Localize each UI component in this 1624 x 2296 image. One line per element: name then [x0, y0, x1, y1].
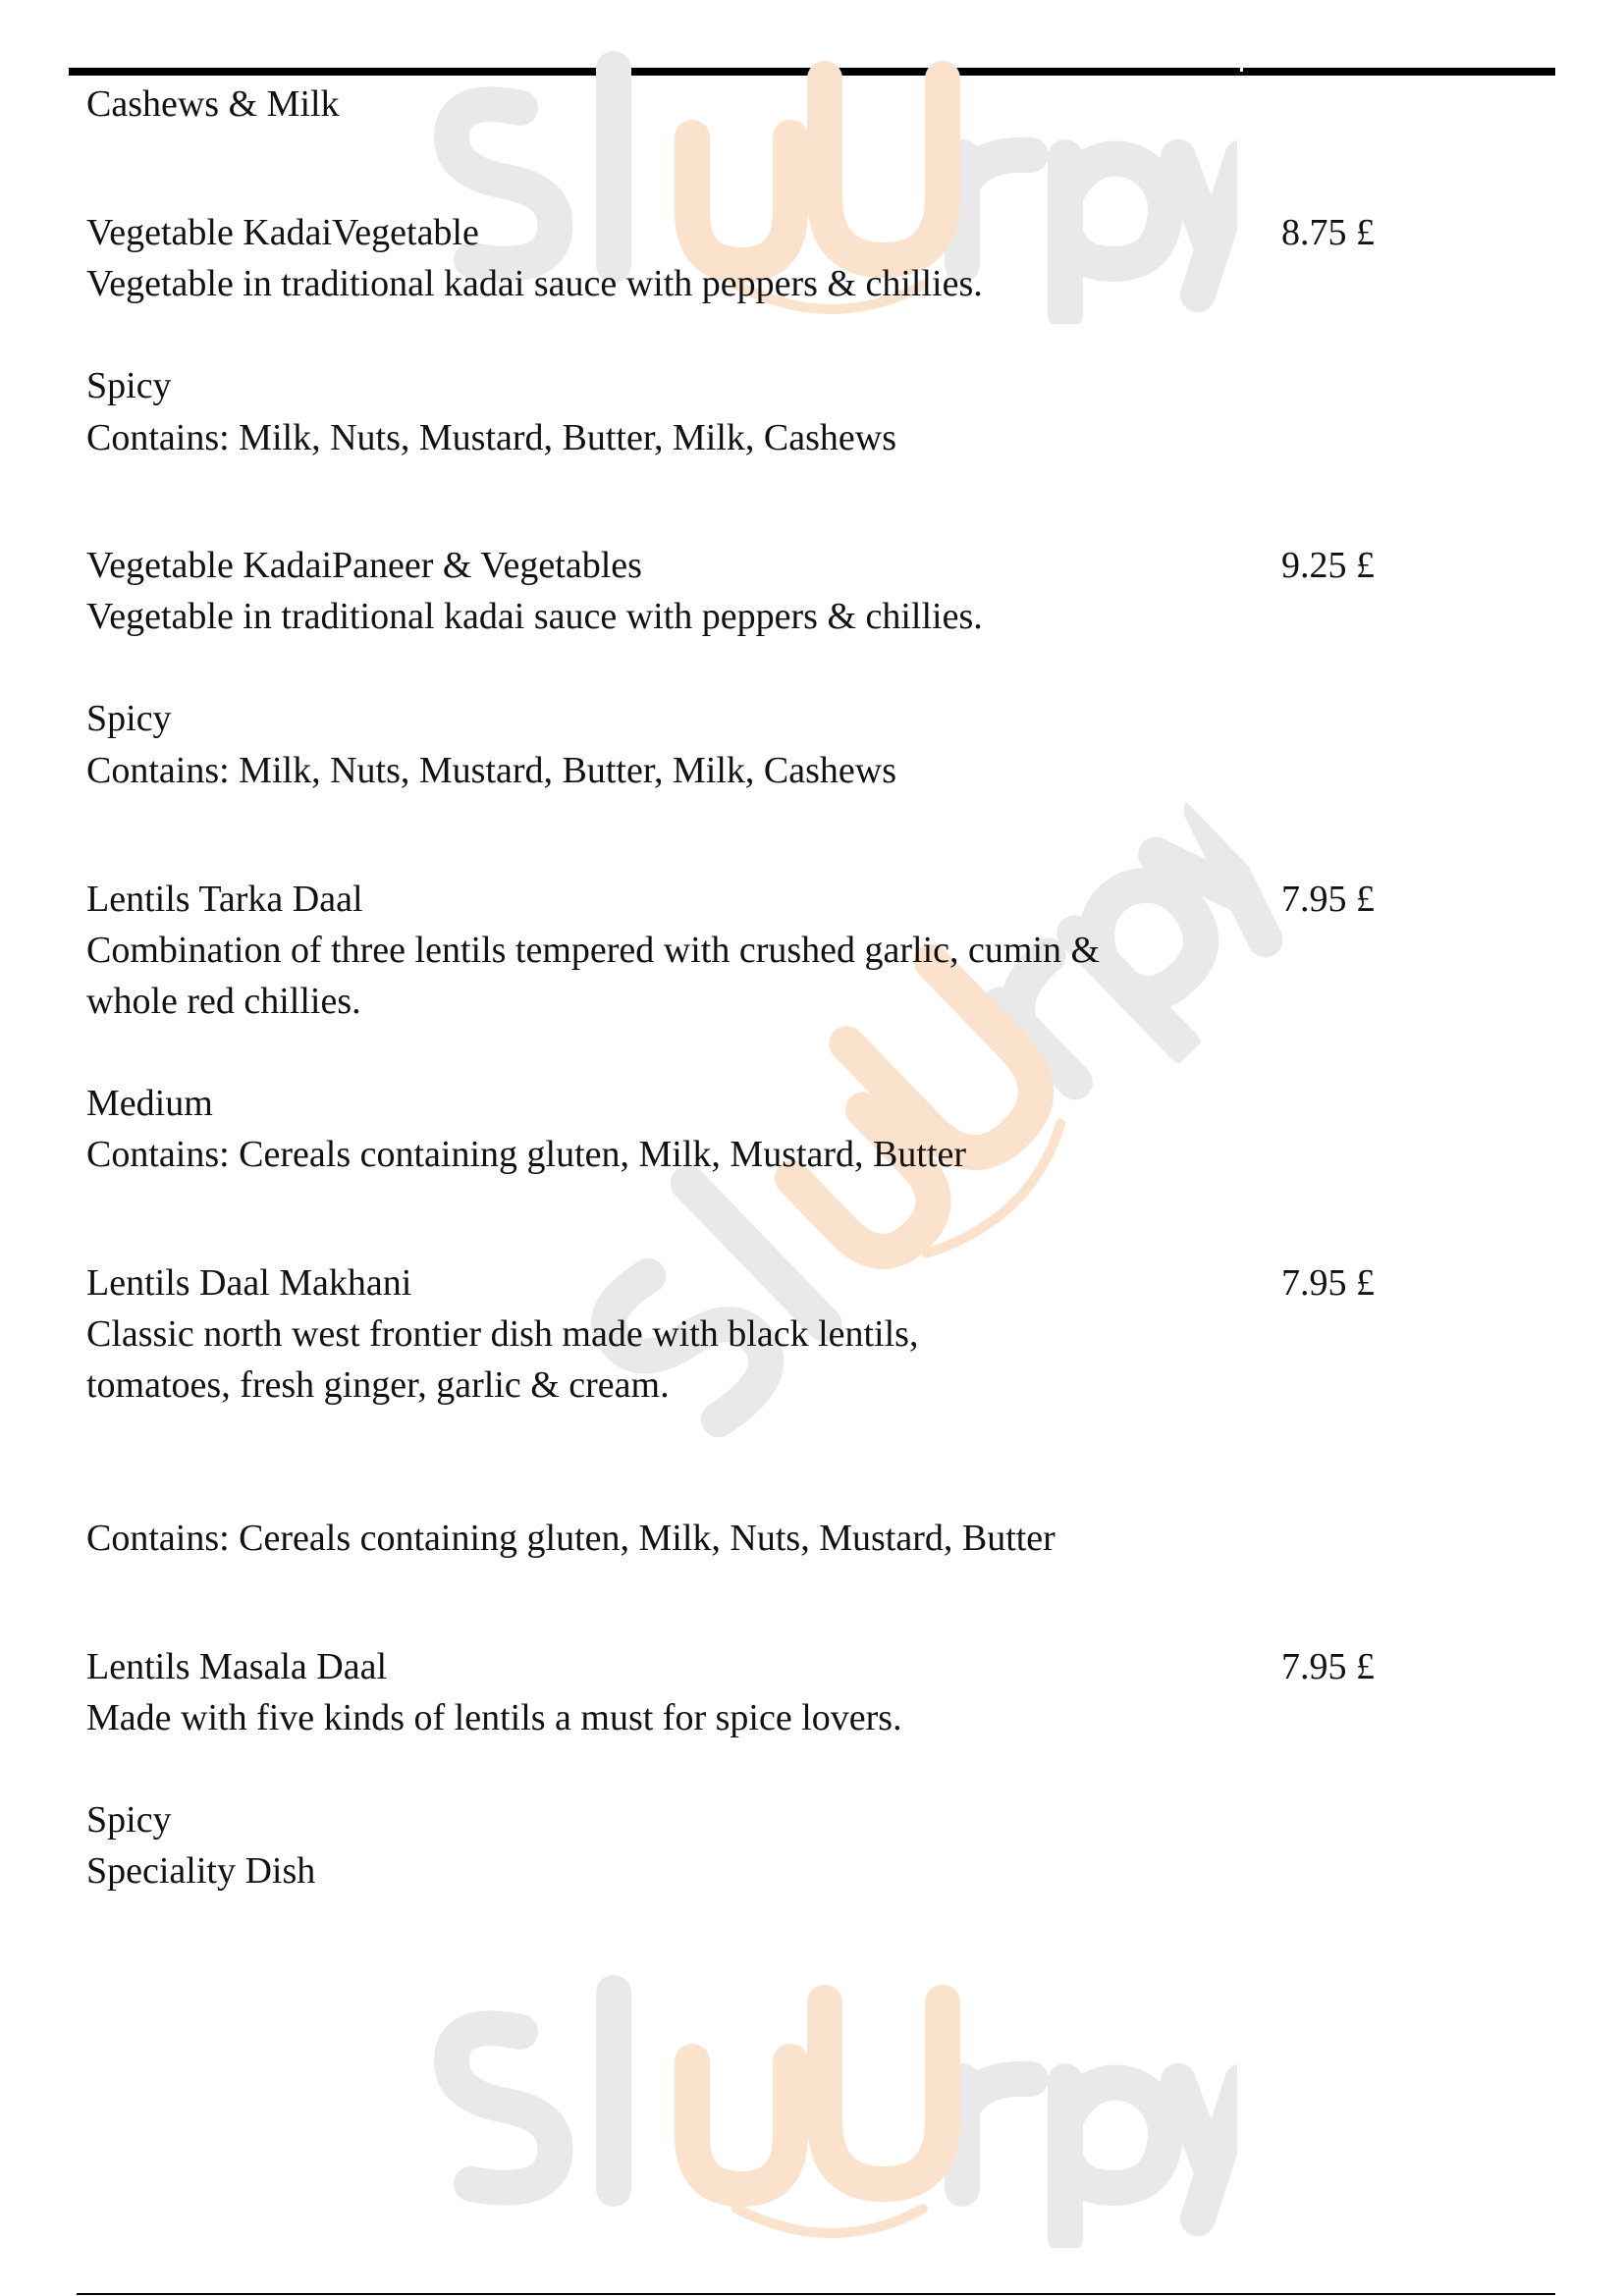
bottom-rule [77, 2293, 1555, 2295]
item-description: Made with five kinds of lentils a must for spice lovers. [86, 1697, 902, 1738]
item-allergens: Contains: Cereals containing gluten, Milk, Nuts, Mustard, Butter [86, 1518, 1056, 1559]
item-description: tomatoes, fresh ginger, garlic & cream. [86, 1364, 670, 1406]
item-name: Vegetable KadaiPaneer & Vegetables [86, 545, 642, 586]
item-price: 7.95 £ [1281, 1262, 1375, 1304]
item-description: whole red chillies. [86, 981, 361, 1022]
item-allergens: Contains: Cereals containing gluten, Milk, Mustard, Butter [86, 1134, 967, 1175]
item-price: 7.95 £ [1281, 879, 1375, 920]
top-rule-notch [1240, 68, 1243, 72]
item-allergens: Contains: Milk, Nuts, Mustard, Butter, Milk, Cashews [86, 750, 896, 791]
item-note: Speciality Dish [86, 1850, 316, 1892]
sluurpy-watermark-bottom [412, 1963, 1237, 2248]
item-description: Vegetable in traditional kadai sauce with peppers & chillies. [86, 596, 983, 637]
item-heat: Spicy [86, 365, 172, 406]
item-name: Vegetable KadaiVegetable [86, 212, 479, 253]
top-rule [69, 68, 1555, 76]
item-allergens: Contains: Milk, Nuts, Mustard, Butter, Milk, Cashews [86, 417, 896, 458]
item-description: Classic north west frontier dish made with black lentils, [86, 1313, 919, 1355]
continued-allergens: Cashews & Milk [86, 83, 340, 125]
item-heat: Medium [86, 1083, 213, 1124]
item-heat: Spicy [86, 1799, 172, 1841]
item-heat: Spicy [86, 698, 172, 739]
item-price: 8.75 £ [1281, 212, 1375, 253]
item-description: Combination of three lentils tempered with crushed garlic, cumin & [86, 930, 1101, 971]
item-price: 7.95 £ [1281, 1646, 1375, 1687]
item-name: Lentils Tarka Daal [86, 879, 363, 920]
sluurpy-logo-icon [412, 1963, 1237, 2248]
item-name: Lentils Masala Daal [86, 1646, 388, 1687]
item-description: Vegetable in traditional kadai sauce with peppers & chillies. [86, 263, 983, 304]
item-price: 9.25 £ [1281, 545, 1375, 586]
item-name: Lentils Daal Makhani [86, 1262, 412, 1304]
